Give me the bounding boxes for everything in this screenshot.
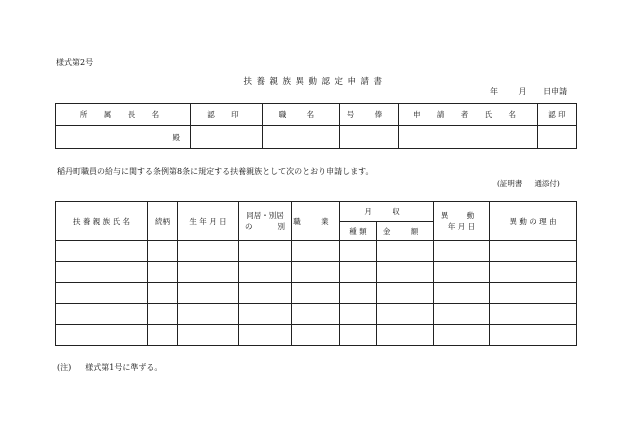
living-status-cell[interactable] [239, 241, 292, 262]
change-reason-cell[interactable] [490, 325, 577, 346]
day-apply-label: 日申請 [543, 87, 568, 96]
header-relationship: 続柄 [148, 202, 178, 241]
declaration-text: 稲丹町職員の給与に関する条例第8条に規定する扶養親族として次のとおり申請します。 [57, 167, 374, 176]
year-label: 年 [490, 87, 498, 96]
seal-cell[interactable] [191, 126, 263, 149]
change-date-cell[interactable] [434, 262, 490, 283]
applicant-name-cell[interactable] [399, 126, 538, 149]
month-label: 月 [518, 87, 527, 96]
number-cell[interactable] [340, 126, 399, 149]
header-birthdate: 生 年 月 日 [178, 202, 239, 241]
birthdate-cell[interactable] [178, 262, 239, 283]
birthdate-cell[interactable] [178, 325, 239, 346]
income-type-cell[interactable] [340, 283, 377, 304]
birthdate-cell[interactable] [178, 283, 239, 304]
income-type-cell[interactable] [340, 241, 377, 262]
occupation-cell[interactable] [292, 262, 340, 283]
notes [57, 362, 162, 373]
seal-cell-2[interactable] [538, 126, 577, 149]
header-seal-2: 認 印 [538, 104, 577, 126]
applicant-table [55, 103, 577, 149]
income-type-cell[interactable] [340, 304, 377, 325]
header-living-status: 同居・別居 の 別 [239, 202, 292, 241]
relationship-cell[interactable] [148, 262, 178, 283]
living-status-cell[interactable] [239, 304, 292, 325]
income-amount-cell[interactable] [377, 283, 434, 304]
header-income-type: 種 類 [340, 222, 377, 241]
header-seal: 認 印 [191, 104, 263, 126]
relationship-cell[interactable] [148, 304, 178, 325]
birthdate-cell[interactable] [178, 304, 239, 325]
header-change-reason: 異 動 の 理 由 [490, 202, 577, 241]
relationship-cell[interactable] [148, 283, 178, 304]
living-status-cell[interactable] [239, 283, 292, 304]
change-reason-cell[interactable] [490, 283, 577, 304]
table-row [56, 241, 577, 262]
income-amount-cell[interactable] [377, 262, 434, 283]
change-date-cell[interactable] [434, 241, 490, 262]
proof-note [497, 178, 560, 189]
header-number: 号 俸 [340, 104, 399, 126]
honorific: 殿 [172, 132, 180, 142]
position-cell[interactable] [263, 126, 340, 149]
application-date-line [490, 86, 567, 97]
income-type-cell[interactable] [340, 262, 377, 283]
affiliation-head-cell[interactable] [56, 126, 191, 149]
table-row [56, 304, 577, 325]
form-title: 扶養親族異動認定申請書 [243, 77, 387, 87]
dependent-name-cell[interactable] [56, 283, 148, 304]
change-date-cell[interactable] [434, 283, 490, 304]
income-type-cell[interactable] [340, 325, 377, 346]
table-row [56, 262, 577, 283]
occupation-cell[interactable] [292, 283, 340, 304]
income-amount-cell[interactable] [377, 325, 434, 346]
living-status-cell[interactable] [239, 262, 292, 283]
header-change-date: 異 動 年 月 日 [434, 202, 490, 241]
header-affiliation-head: 所 属 長 名 [56, 104, 191, 126]
table-row [56, 283, 577, 304]
form-number: 様式第2号 [56, 58, 94, 67]
header-occupation: 職 業 [292, 202, 340, 241]
header-dependent-name: 扶 養 親 族 氏 名 [56, 202, 148, 241]
occupation-cell[interactable] [292, 304, 340, 325]
birthdate-cell[interactable] [178, 241, 239, 262]
proof-label: (証明書 [497, 179, 523, 188]
income-amount-cell[interactable] [377, 304, 434, 325]
occupation-cell[interactable] [292, 241, 340, 262]
living-status-cell[interactable] [239, 325, 292, 346]
dependent-name-cell[interactable] [56, 325, 148, 346]
occupation-cell[interactable] [292, 325, 340, 346]
change-date-cell[interactable] [434, 325, 490, 346]
header-income: 月 収 [340, 202, 434, 222]
dependent-name-cell[interactable] [56, 262, 148, 283]
dependent-name-cell[interactable] [56, 304, 148, 325]
header-income-amount: 金 額 [377, 222, 434, 241]
notes-text: 様式第1号に準ずる。 [85, 363, 163, 372]
header-position: 職 名 [263, 104, 340, 126]
proof-attached: 通添付) [534, 179, 560, 188]
relationship-cell[interactable] [148, 325, 178, 346]
change-reason-cell[interactable] [490, 262, 577, 283]
dependents-table [55, 201, 577, 346]
relationship-cell[interactable] [148, 241, 178, 262]
header-applicant-name: 申 請 者 氏 名 [399, 104, 538, 126]
change-reason-cell[interactable] [490, 304, 577, 325]
table-row [56, 325, 577, 346]
notes-label: (注) [57, 363, 72, 372]
income-amount-cell[interactable] [377, 241, 434, 262]
dependent-name-cell[interactable] [56, 241, 148, 262]
change-reason-cell[interactable] [490, 241, 577, 262]
change-date-cell[interactable] [434, 304, 490, 325]
